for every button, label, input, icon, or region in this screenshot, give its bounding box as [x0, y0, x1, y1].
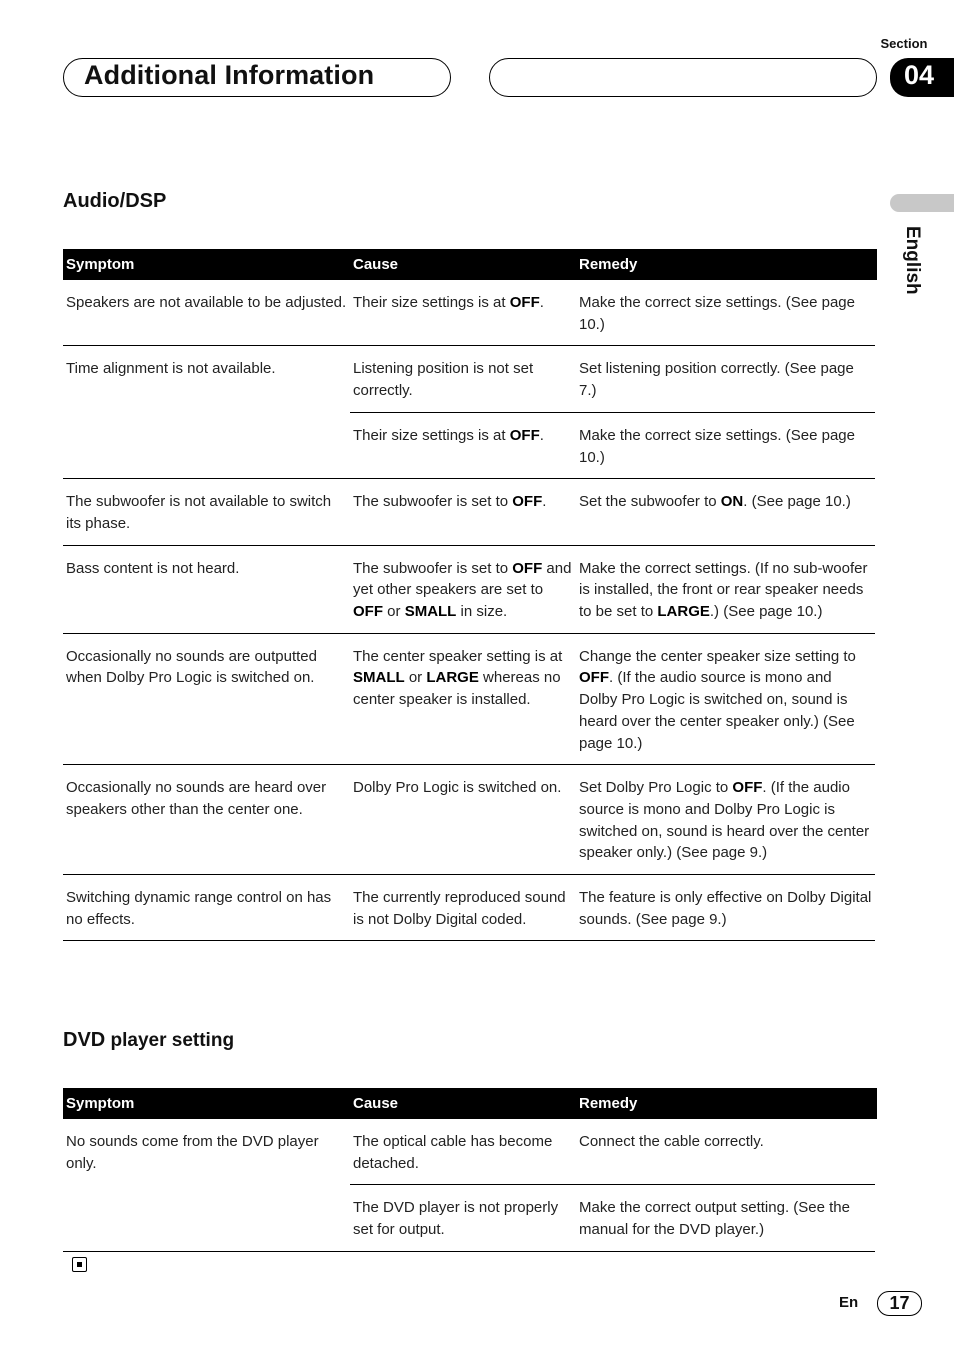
cause-cell: The subwoofer is set to OFF.: [350, 479, 576, 545]
remedy-cell: Connect the cable correctly.: [576, 1119, 877, 1185]
symptom-cell: Bass content is not heard.: [63, 545, 350, 633]
symptom-cell: Occasionally no sounds are outputted when Dolby Pro Logic is switched on.: [63, 633, 350, 765]
column-header-symptom: Symptom: [63, 249, 350, 280]
cause-cell: Their size settings is at OFF.: [350, 280, 576, 346]
symptom-cell: The subwoofer is not available to switch its phase.: [63, 479, 350, 545]
cause-cell: The optical cable has become detached.: [350, 1119, 576, 1185]
cause-cell: The currently reproduced sound is not Dolby Digital coded.: [350, 875, 576, 941]
language-tab: [890, 194, 954, 212]
end-mark-icon: [72, 1257, 87, 1272]
footer-language: En: [839, 1294, 859, 1311]
bold-value: OFF: [579, 669, 609, 687]
symptom-cell: Speakers are not available to be adjusted.: [63, 280, 350, 346]
cause-cell: The subwoofer is set to OFF and yet other speakers are set to OFF or SMALL in size.: [350, 545, 576, 633]
title-frame: [63, 58, 451, 97]
page-number: 17: [877, 1291, 922, 1316]
bold-value: ON: [720, 493, 744, 511]
cause-cell: The center speaker setting is at SMALL or LARGE whereas no center speaker is installed.: [350, 633, 576, 765]
column-header-cause: Cause: [350, 249, 576, 280]
dvd-player-table: [63, 1088, 879, 1252]
bold-value: OFF: [512, 493, 543, 511]
audio-dsp-table: [63, 249, 879, 941]
bold-value: SMALL: [404, 603, 457, 621]
remedy-cell: Set the subwoofer to ON. (See page 10.): [576, 479, 877, 545]
column-header-symptom: Symptom: [63, 1088, 350, 1119]
bold-value: OFF: [509, 294, 540, 311]
dvd-heading-rest: player setting: [105, 1030, 235, 1051]
column-header-cause: Cause: [350, 1088, 576, 1119]
section-number-tab: [890, 58, 954, 97]
bold-value: OFF: [732, 779, 763, 797]
remedy-cell: Make the correct settings. (If no sub-woofer is installed, the front or rear speaker needs to be set to LARGE.) (See page 10.): [576, 545, 877, 633]
bold-value: OFF: [509, 426, 540, 444]
remedy-cell: Set Dolby Pro Logic to OFF. (If the audio source is mono and Dolby Pro Logic is switched on, sound is heard over the center speaker only.) (See page 9.): [576, 765, 877, 875]
table-row: [63, 280, 877, 346]
bold-value: LARGE: [426, 669, 479, 687]
column-header-remedy: Remedy: [576, 1088, 877, 1119]
cause-cell: Listening position is not set correctly.: [350, 346, 576, 412]
symptom-cell: No sounds come from the DVD player only.: [63, 1119, 350, 1251]
remedy-cell: Set listening position correctly. (See page 7.): [576, 346, 877, 412]
bold-value: OFF: [512, 559, 543, 577]
bold-value: SMALL: [353, 669, 405, 687]
table-row: [63, 346, 877, 412]
audio-dsp-heading: Audio/DSP: [63, 190, 167, 212]
dvd-player-heading: [63, 1029, 234, 1052]
table-row: [63, 765, 877, 875]
cause-cell: Their size settings is at OFF.: [350, 412, 576, 478]
section-number: 04: [904, 60, 935, 90]
symptom-cell: Time alignment is not available.: [63, 346, 350, 479]
symptom-cell: Occasionally no sounds are heard over speakers other than the center one.: [63, 765, 350, 875]
page-title: Additional Information: [84, 60, 375, 90]
remedy-cell: Make the correct size settings. (See page 10.): [576, 412, 877, 478]
section-label: Section: [880, 36, 928, 51]
cause-cell: Dolby Pro Logic is switched on.: [350, 765, 576, 875]
remedy-cell: The feature is only effective on Dolby Digital sounds. (See page 9.): [576, 875, 877, 941]
table-header-row: [63, 249, 877, 280]
bold-value: LARGE: [657, 603, 710, 621]
blank-header-frame: [489, 58, 877, 97]
table-row: [63, 875, 877, 941]
table-row: [63, 479, 877, 545]
dvd-heading-bold: DVD: [63, 1029, 106, 1051]
cause-cell: The DVD player is not properly set for output.: [350, 1185, 576, 1251]
table-row: [63, 545, 877, 633]
table-row: [63, 1119, 877, 1185]
language-label: English: [902, 226, 923, 295]
remedy-cell: Make the correct output setting. (See the manual for the DVD player.): [576, 1185, 877, 1251]
bold-value: OFF: [353, 603, 383, 621]
remedy-cell: Make the correct size settings. (See page 10.): [576, 280, 877, 346]
table-header-row: [63, 1088, 877, 1119]
remedy-cell: Change the center speaker size setting to OFF. (If the audio source is mono and Dolby Pro Logic is switched on, sound is heard over the center speaker only.) (See page 10.): [576, 633, 877, 765]
table-row: [63, 633, 877, 765]
symptom-cell: Switching dynamic range control on has no effects.: [63, 875, 350, 941]
column-header-remedy: Remedy: [576, 249, 877, 280]
